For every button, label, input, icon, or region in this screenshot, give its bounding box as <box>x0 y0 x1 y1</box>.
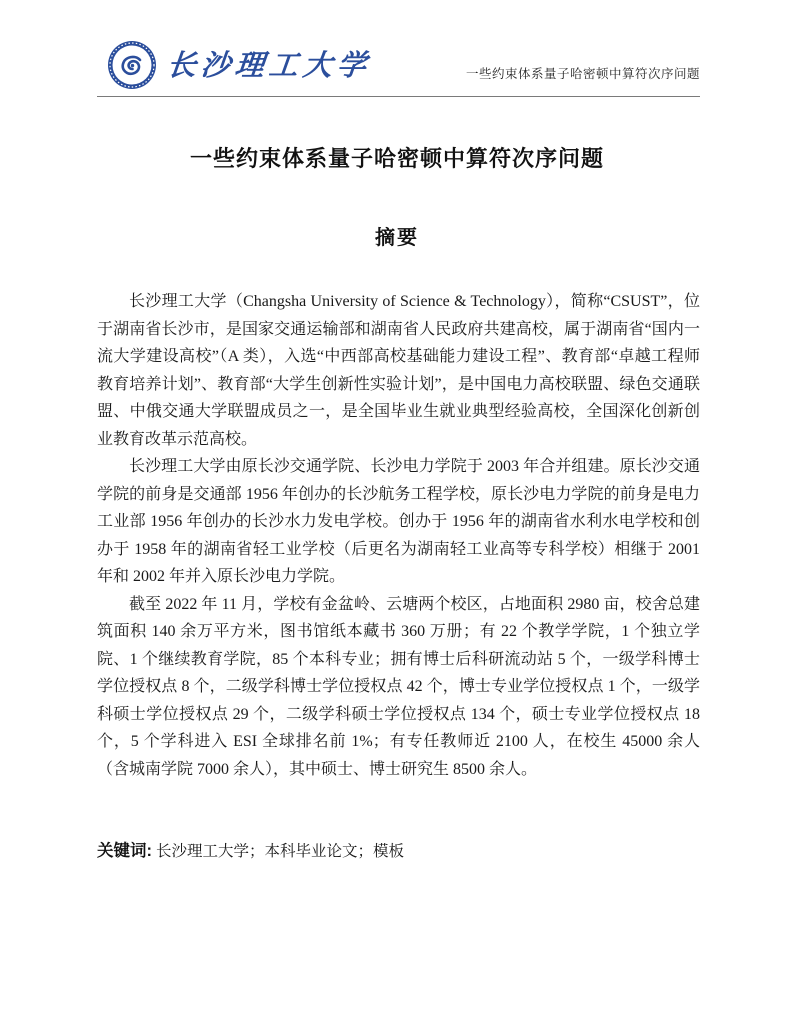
abstract-paragraph-2: 长沙理工大学由原长沙交通学院、长沙电力学院于 2003 年合并组建。原长沙交通学院的前身是交通部 1956 年创办的长沙航务工程学校，原长沙电力学院的前身是电力工业部 1956 年创办的长沙水力发电学校。创办于 1956 年的湖南省水利水电学校和创办于 1958 年的湖南省轻工业学校（后更名为湖南轻工业高等专科学校）相继于 2001 年和 2002 年并入原长沙电力学院。 <box>97 458 700 585</box>
document-title: 一些约束体系量子哈密顿中算符次序问题 <box>189 146 604 171</box>
university-logo-group <box>107 40 371 90</box>
page-header <box>97 0 700 97</box>
keywords-line <box>97 838 700 865</box>
keywords-label: 关键词: <box>97 842 152 860</box>
abstract-paragraph-1: 长沙理工大学（Changsha University of Science & Technology），简称“CSUST”，位于湖南省长沙市，是国家交通运输部和湖南省人民政府共建高校，属于湖南省“国内一流大学建设高校”（A 类），入选“中西部高校基础能力建设工程”、教育部“卓越工程师教育培养计划”、教育部“大学生创新性实验计划”，是中国电力高校联盟、绿色交通联盟、中俄交通大学联盟成员之一，是全国毕业生就业典型经验高校，全国深化创新创业教育改革示范高校。 <box>97 293 700 448</box>
university-name-calligraphy: 长沙理工大学 <box>165 47 373 82</box>
university-seal-icon <box>107 40 157 90</box>
keywords-value: 长沙理工大学；本科毕业论文；模板 <box>156 843 405 860</box>
running-header-title: 一些约束体系量子哈密顿中算符次序问题 <box>465 67 700 81</box>
abstract-paragraph-3: 截至 2022 年 11 月，学校有金盆岭、云塘两个校区，占地面积 2980 亩，校舍总建筑面积 140 余万平方米，图书馆纸本藏书 360 万册；有 22 个教学学院，1 个独立学院、1 个继续教育学院，85 个本科专业；拥有博士后科研流动站 5 个，一级学科博士学位授权点 8 个，二级学科博士学位授权点 42 个，博士专业学位授权点 1 个，一级学科硕士学位授权点 29 个，二级学科硕士学位授权点 134 个，硕士专业学位授权点 18 个，5 个学科进入 ESI 全球排名前 1%；有专任教师近 2100 人，在校生 45000 余人（含城南学院 7000 余人），其中硕士、博士研究生 8500 余人。 <box>97 595 700 778</box>
keywords-text <box>156 843 404 860</box>
abstract-heading: 摘要 <box>375 227 419 249</box>
abstract-body <box>97 288 700 783</box>
